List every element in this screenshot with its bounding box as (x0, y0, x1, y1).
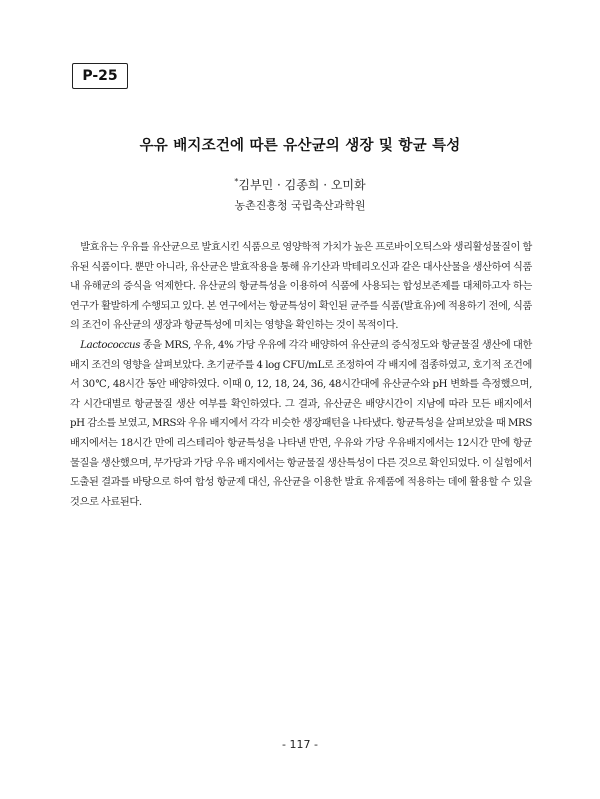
poster-id-badge: P-25 (72, 63, 128, 89)
abstract-paragraph-2-text: 종을 MRS, 우유, 4% 가당 우유에 각각 배양하여 유산균의 증식정도와 항균물질 생산에 대한 배지 조건의 영향을 살펴보았다. 초기균주를 4 log CFU/mL로 조정하여 각 배지에 접종하였고, 호기적 조건에서 30℃, 48시간 동안 배양하였다. 이때 0, 12, 18, 24, 36, 48시간대에 유산균수와 pH 변화를 측정했으며, 각 시간대별로 항균물질 생산 여부를 확인하였다. 그 결과, 유산균은 배양시간이 지남에 따라 모든 배지에서 pH 감소를 보였고, MRS와 우유 배지에서 각각 비슷한 생장패턴을 나타냈다. 항균특성을 살펴보았을 때 MRS 배지에서는 18시간 만에 리스테리아 항균특성을 나타낸 반면, 우유와 가당 우유배지에서는 12시간 만에 항균물질을 생산했으며, 무가당과 가당 우유 배지에서는 항균물질 생산특성이 다른 것으로 확인되었다. 이 실험에서 도출된 결과를 바탕으로 하여 합성 항균제 대신, 유산균을 이용한 발효 유제품에 적용하는 데에 활용할 수 있을 것으로 사료된다. (70, 339, 532, 508)
paper-title: 우유 배지조건에 따른 유산균의 생장 및 항균 특성 (139, 138, 461, 154)
abstract-paragraph-2 (70, 336, 532, 512)
corresponding-author-mark: * (234, 177, 239, 186)
abstract-paragraph-1: 발효유는 우유를 유산균으로 발효시킨 식품으로 영양학적 가치가 높은 프로바이오틱스와 생리활성물질이 함유된 식품이다. 뿐만 아니라, 유산균은 발효작용을 통해 유기산과 박테리오신과 같은 대사산물을 생산하여 식품 내 유해균의 증식을 억제한다. 유산균의 항균특성을 이용하여 식품에 사용되는 합성보존제를 대체하고자 하는 연구가 활발하게 수행되고 있다. 본 연구에서는 항균특성이 확인된 균주를 식품(발효유)에 적용하기 전에, 식품의 조건이 유산균의 생장과 항균특성에 미치는 영향을 확인하는 것이 목적이다. (70, 242, 532, 332)
abstract-body (70, 238, 532, 512)
author-affiliation: 농촌진흥청 국립축산과학원 (234, 199, 366, 212)
page-number: - 117 - (282, 738, 318, 751)
author-line (0, 176, 600, 193)
genus-name: Lactococcus (80, 339, 141, 351)
author-names: 김부민 · 김종희 · 오미화 (238, 178, 366, 192)
